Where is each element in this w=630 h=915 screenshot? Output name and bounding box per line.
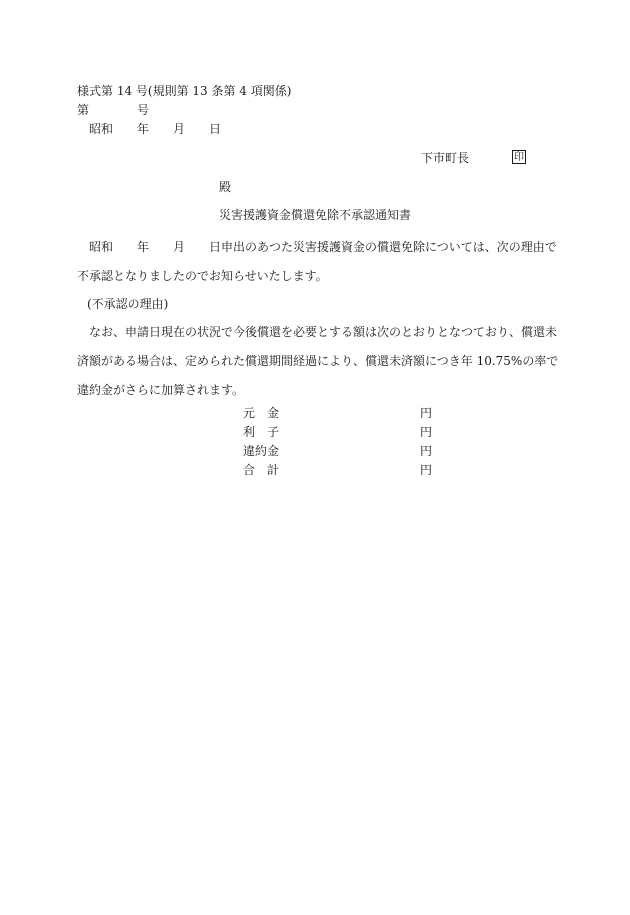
amount-unit-interest: 円	[420, 425, 433, 439]
p1-rest: 日申出のあつた災害援護資金の償還免除については、次の理由で	[209, 240, 557, 254]
amount-label-interest: 利 子	[243, 425, 280, 439]
paragraph-2-line-3: 違約金がさらに加算されます。	[77, 383, 245, 397]
amount-label-total: 合 計	[243, 463, 280, 477]
p1-year: 年	[137, 240, 150, 254]
reason-heading: (不承認の理由)	[87, 297, 169, 311]
date-era: 昭和	[89, 122, 114, 136]
paragraph-2-line-2: 済額がある場合は、定められた償還期間経過により、償還未済額につき年 10.75%の率で	[77, 354, 559, 368]
amount-unit-total: 円	[420, 463, 433, 477]
number-suffix: 号	[137, 103, 150, 117]
amount-unit-principal: 円	[420, 406, 433, 420]
document-title: 災害援護資金償還免除不承認通知書	[219, 208, 412, 222]
p1-era: 昭和	[89, 240, 114, 254]
date-year: 年	[137, 122, 150, 136]
form-label: 様式第 14 号(規則第 13 条第 4 項関係)	[77, 84, 292, 98]
seal-mark: 印	[514, 152, 524, 163]
issuer-name: 下市町長	[421, 151, 470, 165]
p1-month: 月	[173, 240, 186, 254]
amount-label-principal: 元 金	[243, 406, 280, 420]
paragraph-1-line-2: 不承認となりましたのでお知らせいたします。	[77, 269, 328, 283]
date-day: 日	[209, 122, 222, 136]
date-month: 月	[173, 122, 186, 136]
amount-unit-penalty: 円	[420, 444, 433, 458]
amount-label-penalty: 違約金	[243, 444, 280, 458]
number-prefix: 第	[77, 103, 90, 117]
paragraph-2-line-1: なお、申請日現在の状況で今後償還を必要とする額は次のとおりとなつており、償還未	[89, 325, 558, 339]
recipient-honorific: 殿	[219, 180, 232, 194]
